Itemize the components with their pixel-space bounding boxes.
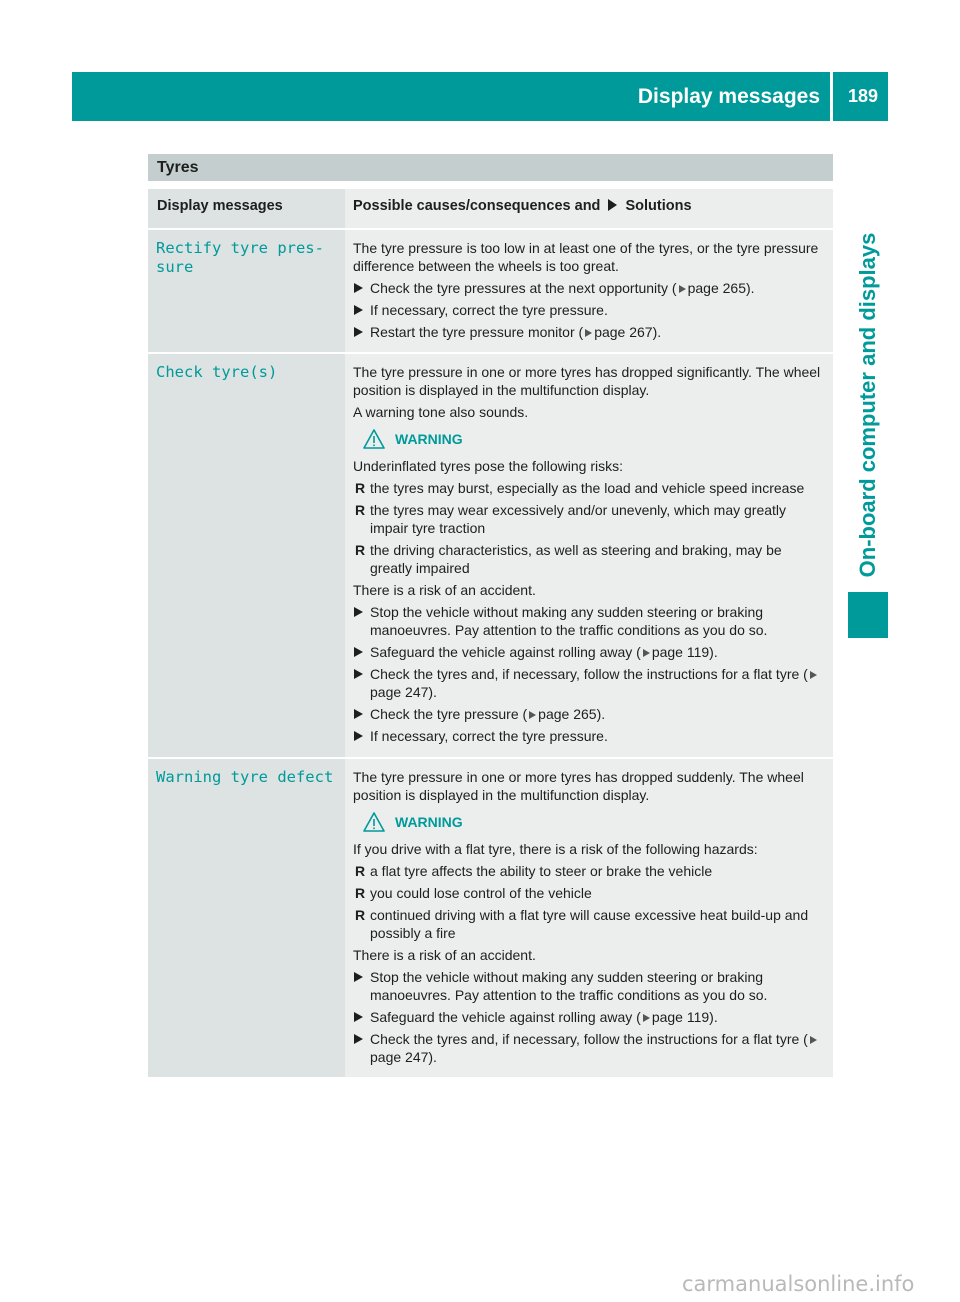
arrow-icon [354, 647, 363, 657]
cause-text-extra: A warning tone also sounds. [353, 404, 529, 420]
page-number: 189 [847, 86, 878, 106]
solution-arrow-icon [608, 199, 617, 211]
instruction-step: Safeguard the vehicle against rolling away ( page 119). [353, 643, 827, 661]
display-messages-table [148, 189, 833, 1077]
arrow-icon [354, 1012, 363, 1022]
warning-heading: WARNING [363, 812, 827, 832]
instruction-step: Check the tyre pressure ( page 265). [353, 705, 827, 723]
table-row [148, 229, 833, 353]
page-ref-icon [529, 711, 536, 719]
arrow-icon [354, 669, 363, 679]
page-ref-icon [810, 671, 817, 679]
instruction-step: Check the tyre pressures at the next opportunity ( page 265). [353, 279, 827, 297]
instruction-step: If necessary, correct the tyre pressure. [353, 727, 827, 745]
arrow-icon [354, 607, 363, 617]
page-ref-icon [679, 285, 686, 293]
warning-triangle-icon [363, 812, 385, 832]
page-ref-icon [810, 1036, 817, 1044]
table-row [148, 353, 833, 758]
arrow-icon [354, 305, 363, 315]
warning-triangle-icon [363, 429, 385, 449]
arrow-icon [354, 327, 363, 337]
column-header-display-messages: Display messages [148, 189, 345, 229]
page-ref-icon [643, 649, 650, 657]
risk-item: R the tyres may wear excessively and/or unevenly, which may greatly impair tyre traction [355, 502, 787, 536]
header-divider [830, 72, 833, 121]
risk-item: R a flat tyre affects the ability to steer or brake the vehicle [355, 863, 713, 879]
instruction-step: Stop the vehicle without making any sudden steering or braking manoeuvres. Pay attention to the traffic conditions as you do so. [353, 603, 827, 639]
accident-text: There is a risk of an accident. [353, 582, 536, 598]
instruction-step: Check the tyres and, if necessary, follow the instructions for a flat tyre (page 247). [353, 665, 827, 701]
instruction-step: If necessary, correct the tyre pressure. [353, 301, 827, 319]
section-title-bar [148, 154, 833, 181]
display-message-code: Warning tyre defect [156, 768, 334, 786]
page-ref-icon [643, 1014, 650, 1022]
arrow-icon [354, 283, 363, 293]
table-header-row [148, 189, 833, 229]
cause-text: The tyre pressure in one or more tyres has dropped suddenly. The wheel position is displayed in the multifunction display. [353, 769, 804, 803]
arrow-icon [354, 1034, 363, 1044]
side-chapter-label: On-board computer and displays [855, 232, 880, 578]
risk-item: R the tyres may burst, especially as the load and vehicle speed increase [355, 480, 805, 496]
display-message-code: Check tyre(s) [156, 363, 278, 381]
section-title: Tyres [157, 159, 199, 176]
warning-heading: WARNING [363, 429, 827, 449]
risk-item: R you could lose control of the vehicle [355, 885, 592, 901]
side-chapter-tab [848, 592, 888, 638]
instruction-step: Check the tyres and, if necessary, follow the instructions for a flat tyre (page 247). [353, 1030, 827, 1066]
header-title: Display messages [637, 85, 820, 108]
table-row [148, 758, 833, 1077]
arrow-icon [354, 709, 363, 719]
instruction-step: Restart the tyre pressure monitor ( page 267). [353, 323, 827, 341]
arrow-icon [354, 731, 363, 741]
risk-intro: If you drive with a flat tyre, there is a risk of the following hazards: [353, 841, 758, 857]
display-message-code: Rectify tyre pres‐ sure [156, 239, 324, 276]
cause-text: The tyre pressure in one or more tyres has dropped significantly. The wheel position is displayed in the multifunction display. [353, 364, 821, 398]
risk-item: R continued driving with a flat tyre will cause excessive heat build-up and possibly a fire [355, 907, 809, 941]
risk-intro: Underinflated tyres pose the following risks: [353, 458, 624, 474]
page-header [72, 72, 888, 121]
instruction-step: Safeguard the vehicle against rolling away ( page 119). [353, 1008, 827, 1026]
column-header-solutions [345, 189, 833, 229]
watermark: carmanualsonline.info [682, 1272, 915, 1296]
column-header-solutions-label: Solutions [625, 198, 692, 214]
risk-item: R the driving characteristics, as well as steering and braking, may be greatly impaired [355, 542, 782, 576]
accident-text: There is a risk of an accident. [353, 947, 536, 963]
cause-text: The tyre pressure is too low in at least one of the tyres, or the tyre pressure difference between the wheels is too great. [353, 240, 819, 274]
instruction-step: Stop the vehicle without making any sudden steering or braking manoeuvres. Pay attention to the traffic conditions as you do so. [353, 968, 827, 1004]
column-header-causes: Possible causes/consequences and [353, 198, 601, 214]
arrow-icon [354, 972, 363, 982]
page-ref-icon [585, 329, 592, 337]
